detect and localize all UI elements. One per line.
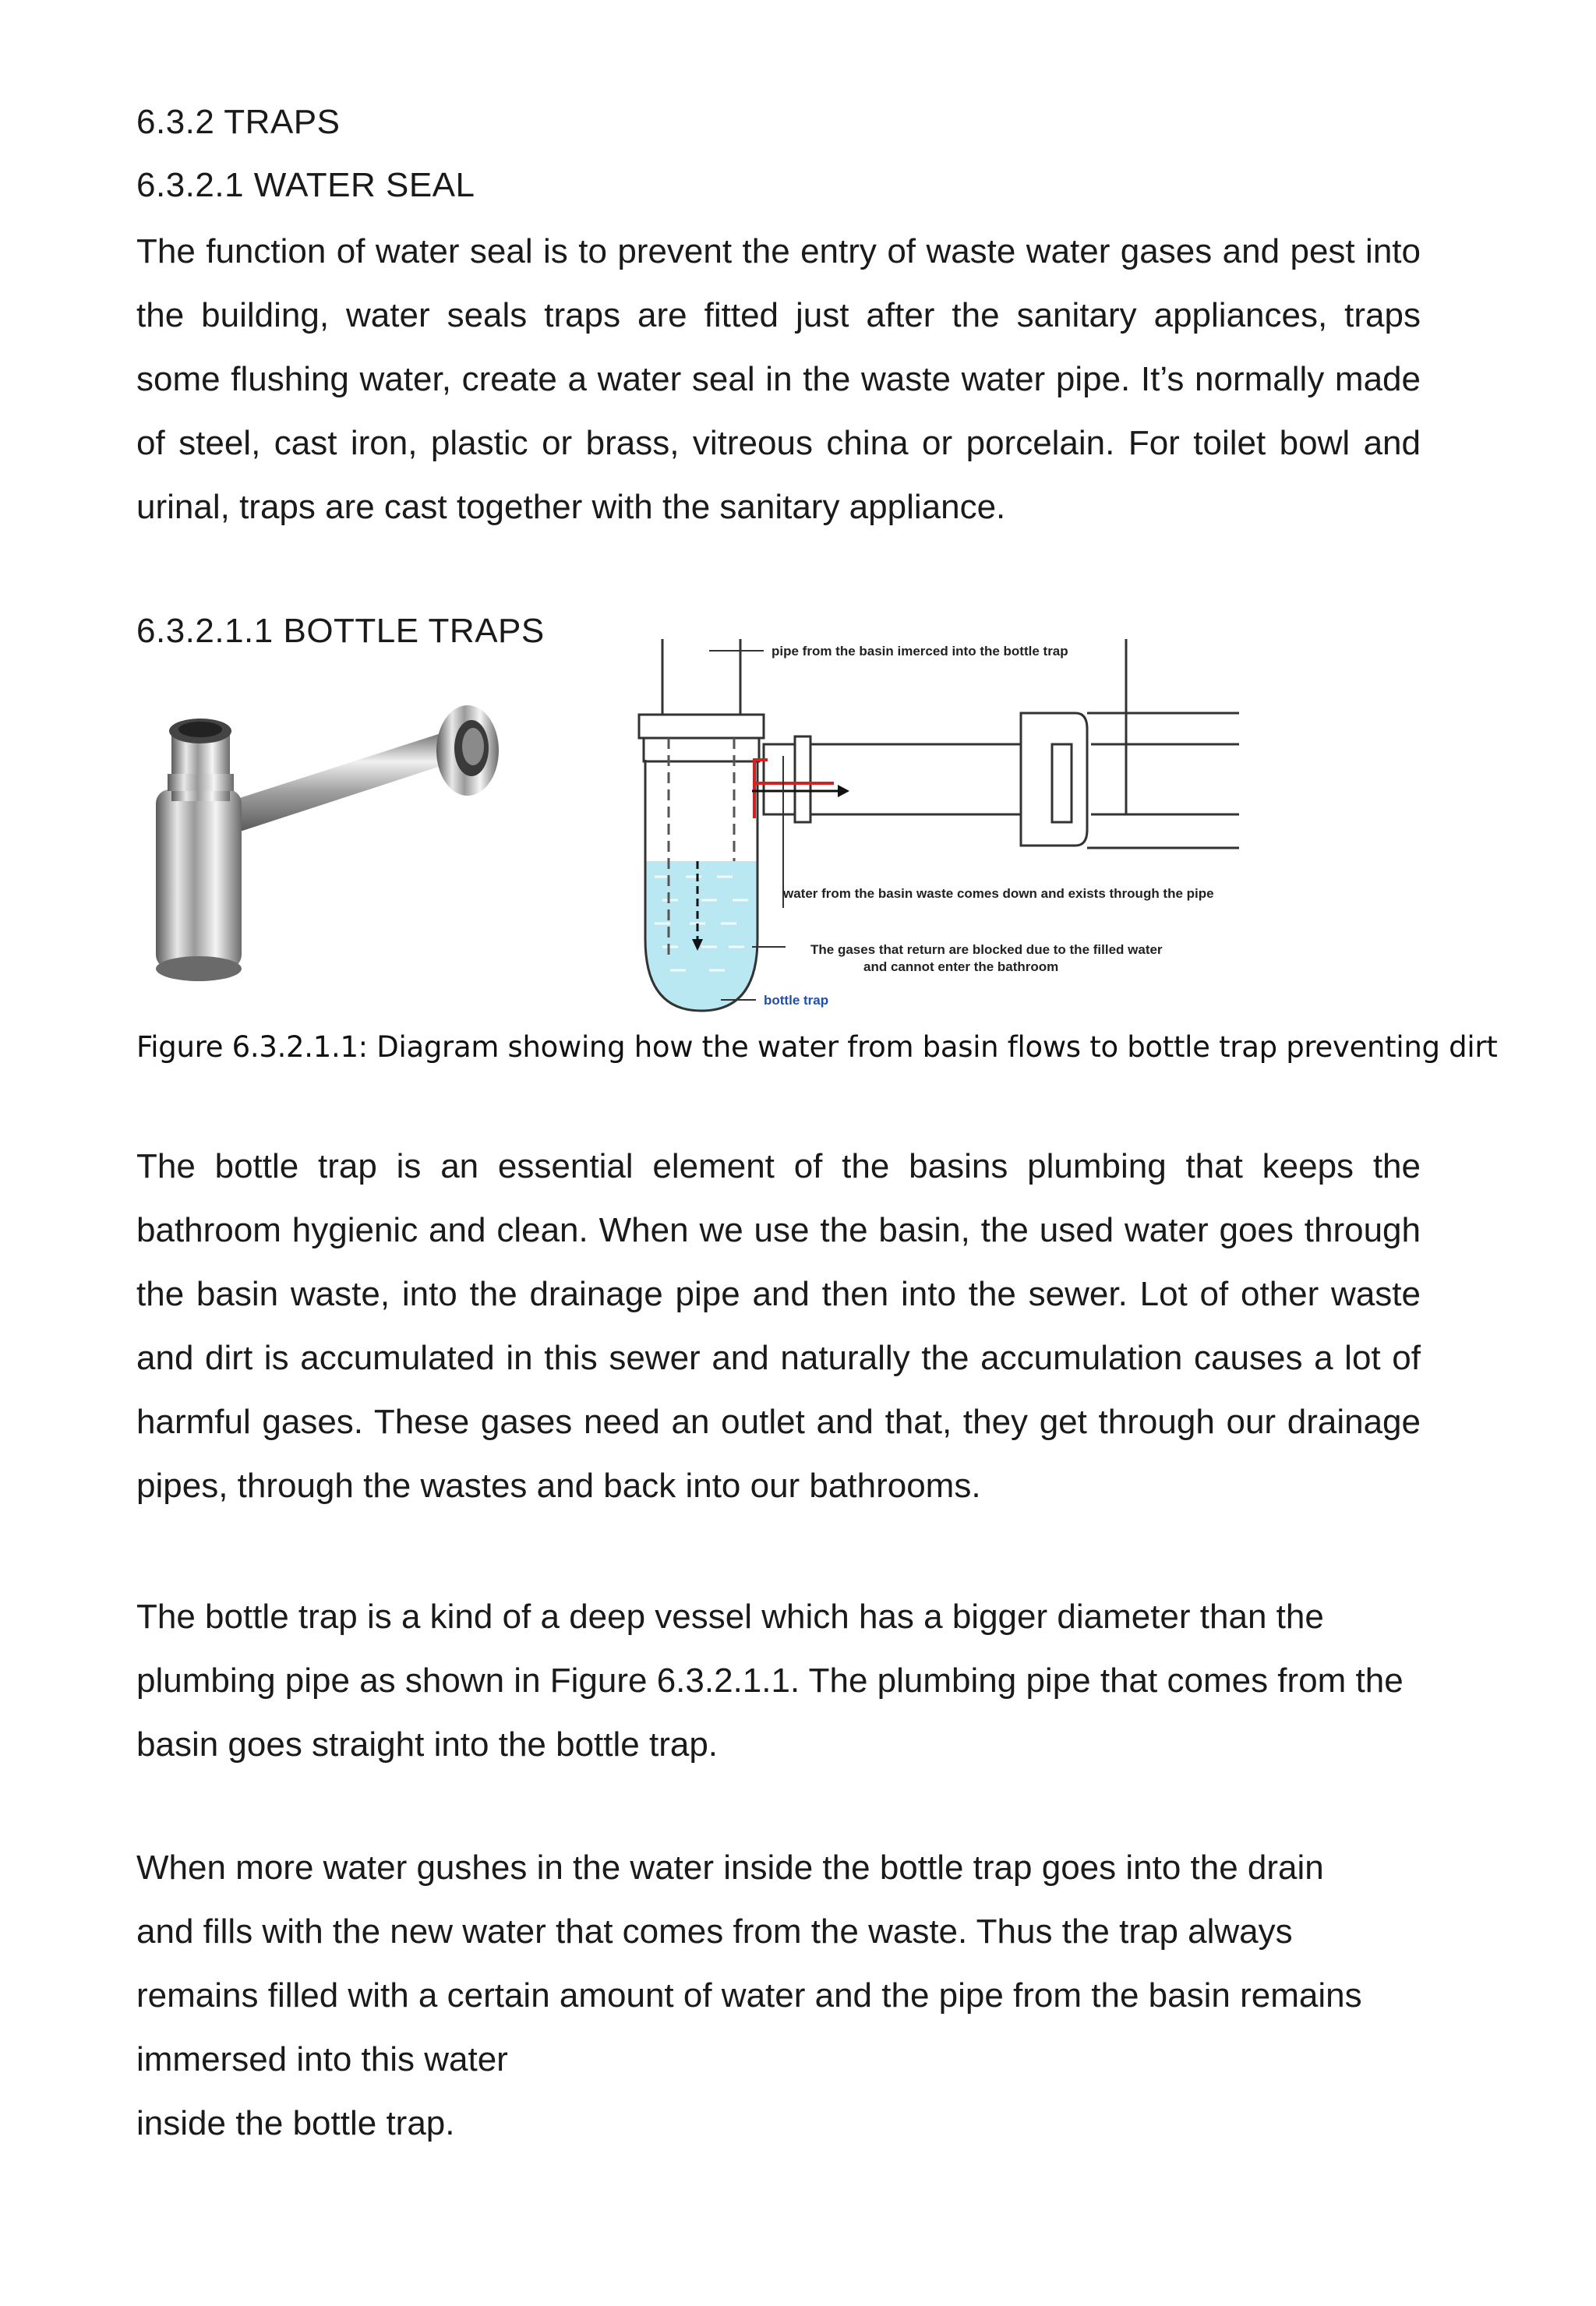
traps-heading: 6.3.2 TRAPS (136, 103, 341, 141)
body-paragraph-3-line-4: immersed into this water (136, 2040, 508, 2078)
water-seal-paragraph: The function of water seal is to prevent the entry of waste water gases and pest into the building, water seals traps are fitted just after the sanitary appliances, traps some flushing water, create a water seal in the waste water pipe. It’s normally made of steel, cast iron, plastic or brass, vitreous china or porcelain. For toilet bowl and urinal, traps are cast together with the sanitary appliance. (136, 232, 1421, 526)
body-paragraph-3-line-1: When more water gushes in the water inside the bottle trap goes into the drain (136, 1849, 1324, 1887)
pipe-shape (230, 731, 457, 832)
label-bottle-trap: bottle trap (764, 993, 829, 1008)
body-paragraph-1: The bottle trap is an essential element of the basins plumbing that keeps the bathroom hygienic and clean. When we use the basin, the used water goes through the basin waste, into the drainage pipe and then into the sewer. Lot of other waste and dirt is accumulated in this sewer and naturally the accumulation causes a lot of harmful gases. These gases need an outlet and that, they get through our drainage pipes, through the wastes and back into our bathrooms. (136, 1147, 1421, 1505)
bottle-trap-diagram (616, 627, 1255, 1017)
figure-caption: Figure 6.3.2.1.1: Diagram showing how the water from basin flows to bottle trap preventing dirt (136, 1030, 1498, 1064)
body-paragraph-2: The bottle trap is a kind of a deep vessel which has a bigger diameter than the plumbing pipe as shown in Figure 6.3.2.1.1. The plumbing pipe that comes from the basin goes straight into the bottle trap. (136, 1598, 1404, 1764)
wall-flange-shape (436, 705, 499, 796)
body-paragraph-3-line-3: remains filled with a certain amount of water and the pipe from the basin remains (136, 1976, 1362, 2015)
label-water-flow: water from the basin waste comes down and exists through the pipe (783, 886, 1214, 901)
bottle-body-shape (156, 719, 242, 981)
bottle-trap-photo (136, 676, 503, 1005)
label-pipe-immersed: pipe from the basin imerced into the bottle trap (772, 644, 1068, 659)
label-gases-line-1: The gases that return are blocked due to the filled water (810, 942, 1163, 957)
label-gases-line-2: and cannot enter the bathroom (863, 959, 1059, 974)
bottle-traps-heading: 6.3.2.1.1 BOTTLE TRAPS (136, 612, 545, 650)
water-seal-heading: 6.3.2.1 WATER SEAL (136, 166, 475, 204)
water-fill (645, 861, 757, 1011)
body-paragraph-3-line-5: inside the bottle trap. (136, 2104, 455, 2142)
outlet-pipe (764, 639, 1239, 848)
body-paragraph-3-line-2: and fills with the new water that comes from the waste. Thus the trap always (136, 1912, 1293, 1951)
